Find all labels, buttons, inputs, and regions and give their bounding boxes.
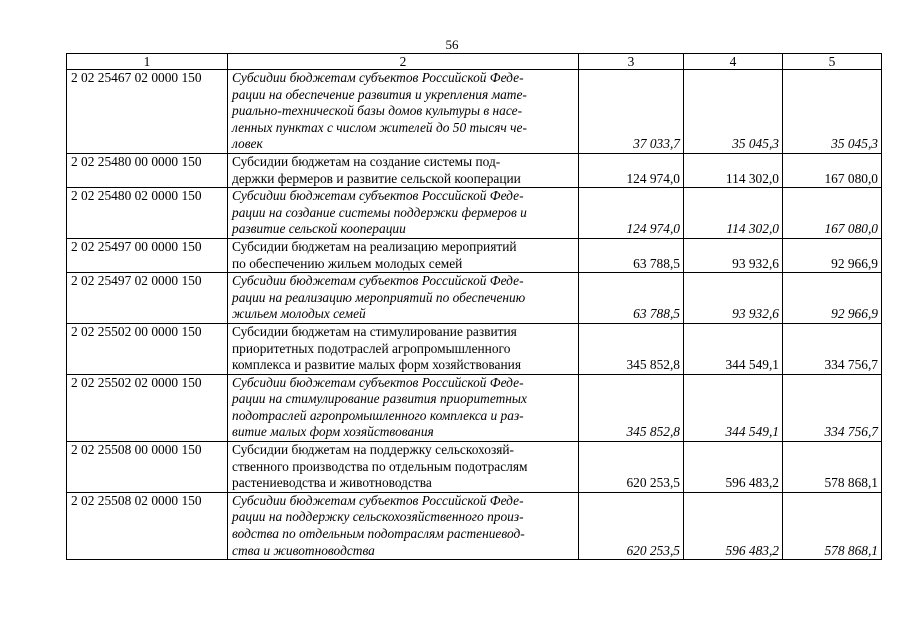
amount-cell-col3: 345 852,8 xyxy=(579,323,684,374)
description-line: ловек xyxy=(232,136,263,152)
description-cell xyxy=(228,188,579,239)
description-line: Субсидии бюджетам субъектов Российской Феде- xyxy=(232,492,524,508)
amount-cell-col4: 344 549,1 xyxy=(684,323,783,374)
amount-cell-col5: 167 080,0 xyxy=(783,188,882,239)
budget-code-cell: 2 02 25480 00 0000 150 xyxy=(67,153,228,187)
table-row xyxy=(67,323,882,374)
amount-cell-col5: 92 966,9 xyxy=(783,273,882,324)
amount-cell-col5: 578 868,1 xyxy=(783,442,882,493)
description-line: комплекса и развитие малых форм хозяйствования xyxy=(232,357,521,373)
budget-code-cell: 2 02 25480 02 0000 150 xyxy=(67,188,228,239)
description-line: витие малых форм хозяйствования xyxy=(232,424,434,440)
budget-code-cell: 2 02 25508 00 0000 150 xyxy=(67,442,228,493)
amount-cell-col5: 578 868,1 xyxy=(783,492,882,559)
budget-code-cell: 2 02 25502 00 0000 150 xyxy=(67,323,228,374)
amount-cell-col4: 114 302,0 xyxy=(684,153,783,187)
amount-cell-col5: 92 966,9 xyxy=(783,238,882,272)
description-line: рации на реализацию мероприятий по обеспечению xyxy=(232,289,526,305)
amount-cell-col5: 334 756,7 xyxy=(783,323,882,374)
description-cell xyxy=(228,323,579,374)
budget-code-cell: 2 02 25508 02 0000 150 xyxy=(67,492,228,559)
description-line: Субсидии бюджетам субъектов Российской Феде- xyxy=(232,188,524,204)
description-line: ленных пунктах с числом жителей до 50 тысяч че- xyxy=(232,119,527,135)
description-line: рации на обеспечение развития и укрепления мате- xyxy=(232,86,527,102)
description-line: Субсидии бюджетам на создание системы под- xyxy=(232,153,501,169)
amount-cell-col3: 63 788,5 xyxy=(579,273,684,324)
amount-cell-col4: 93 932,6 xyxy=(684,273,783,324)
description-line: держки фермеров и развитие сельской кооперации xyxy=(232,170,521,186)
description-line: рации на поддержку сельскохозяйственного произ- xyxy=(232,509,524,525)
description-cell xyxy=(228,492,579,559)
description-line: рации на стимулирование развития приоритетных xyxy=(232,391,527,407)
page-number: 56 xyxy=(445,37,459,52)
amount-cell-col3: 37 033,7 xyxy=(579,70,684,154)
amount-cell-col4: 35 045,3 xyxy=(684,70,783,154)
amount-cell-col5: 167 080,0 xyxy=(783,153,882,187)
description-line: водства по отдельным подотраслям растениевод- xyxy=(232,526,525,542)
header-cell-2: 2 xyxy=(228,54,579,70)
description-cell xyxy=(228,70,579,154)
amount-cell-col3: 124 974,0 xyxy=(579,153,684,187)
budget-table-body xyxy=(67,54,882,560)
table-row xyxy=(67,273,882,324)
budget-code-cell: 2 02 25497 00 0000 150 xyxy=(67,238,228,272)
description-line: по обеспечению жильем молодых семей xyxy=(232,255,463,271)
description-line: растениеводства и животноводства xyxy=(232,475,432,491)
budget-code-cell: 2 02 25497 02 0000 150 xyxy=(67,273,228,324)
description-cell xyxy=(228,273,579,324)
description-line: ства и животноводства xyxy=(232,542,375,558)
amount-cell-col5: 334 756,7 xyxy=(783,374,882,441)
description-line: развитие сельской кооперации xyxy=(232,221,406,237)
amount-cell-col5: 35 045,3 xyxy=(783,70,882,154)
amount-cell-col4: 93 932,6 xyxy=(684,238,783,272)
description-cell xyxy=(228,442,579,493)
header-cell-3: 3 xyxy=(579,54,684,70)
amount-cell-col3: 63 788,5 xyxy=(579,238,684,272)
description-line: жильем молодых семей xyxy=(232,306,366,322)
header-cell-4: 4 xyxy=(684,54,783,70)
budget-code-cell: 2 02 25467 02 0000 150 xyxy=(67,70,228,154)
description-line: риально-технической базы домов культуры в насе- xyxy=(232,103,523,119)
amount-cell-col4: 596 483,2 xyxy=(684,442,783,493)
description-line: Субсидии бюджетам субъектов Российской Феде- xyxy=(232,273,524,289)
amount-cell-col3: 620 253,5 xyxy=(579,492,684,559)
description-cell xyxy=(228,238,579,272)
budget-code-cell: 2 02 25502 02 0000 150 xyxy=(67,374,228,441)
description-line: Субсидии бюджетам субъектов Российской Феде- xyxy=(232,70,524,85)
amount-cell-col3: 620 253,5 xyxy=(579,442,684,493)
table-row xyxy=(67,442,882,493)
description-line: Субсидии бюджетам на реализацию мероприятий xyxy=(232,238,517,254)
description-line: ственного производства по отдельным подотраслям xyxy=(232,458,528,474)
description-line: Субсидии бюджетам на стимулирование развития xyxy=(232,323,517,339)
description-line: приоритетных подотраслей агропромышленного xyxy=(232,340,511,356)
description-line: подотраслей агропромышленного комплекса и раз- xyxy=(232,407,524,423)
table-row xyxy=(67,238,882,272)
amount-cell-col4: 344 549,1 xyxy=(684,374,783,441)
table-row xyxy=(67,70,882,154)
description-cell xyxy=(228,374,579,441)
table-row xyxy=(67,188,882,239)
amount-cell-col3: 345 852,8 xyxy=(579,374,684,441)
description-cell xyxy=(228,153,579,187)
amount-cell-col4: 114 302,0 xyxy=(684,188,783,239)
table-row xyxy=(67,374,882,441)
description-line: Субсидии бюджетам на поддержку сельскохозяй- xyxy=(232,442,515,458)
table-row xyxy=(67,492,882,559)
amount-cell-col3: 124 974,0 xyxy=(579,188,684,239)
description-line: Субсидии бюджетам субъектов Российской Феде- xyxy=(232,374,524,390)
amount-cell-col4: 596 483,2 xyxy=(684,492,783,559)
header-cell-1: 1 xyxy=(67,54,228,70)
table-header-row xyxy=(67,54,882,70)
budget-table xyxy=(66,53,882,560)
table-row xyxy=(67,153,882,187)
header-cell-5: 5 xyxy=(783,54,882,70)
description-line: рации на создание системы поддержки фермеров и xyxy=(232,204,527,220)
